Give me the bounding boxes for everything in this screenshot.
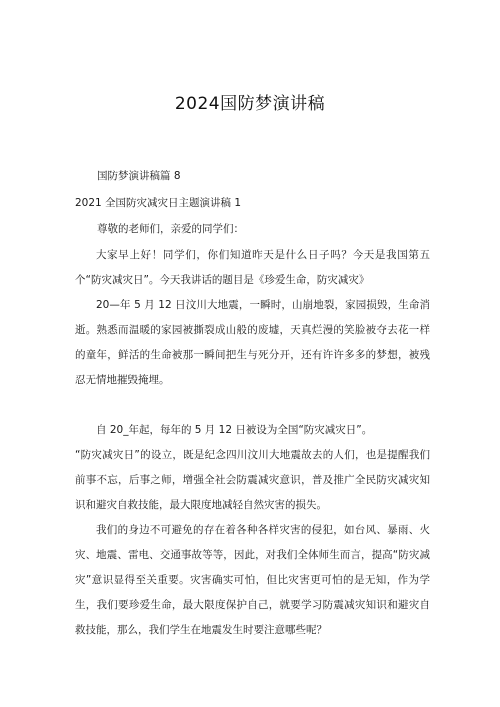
paragraph-purpose: “防灾减灾日”的设立，既是纪念四川汶川大地震故去的人们，也是提醒我们前事不忘，后事之师，增强全社会防震减灾意识，普及推广全民防灾减灾知识和避灾自救技能，最大限度地减轻自然灾害的损失。 [75, 449, 430, 511]
section-heading: 国防梦演讲稿篇 8 [97, 170, 181, 182]
paragraph-day-established: 自 20_年起，每年的 5 月 12 日被设为全国“防灾减灾日”。 [96, 424, 373, 436]
speech-heading: 2021 全国防灾减灾日主题演讲稿 1 [75, 197, 242, 209]
paragraph-awareness: 我们的身边不可避免的存在着各种各样灾害的侵犯，如台风、暴雨、火灾、地震、雷电、交通事故等等，因此，对我们全体师生而言，提高“防灾减灾”意识显得至关重要。灾害确实可怕，但比灾害更可怕的是无知，作为学生，我们要珍爱生命，最大限度保护自己，就要学习防震减灾知识和避灾自救技能，那么，我们学生在地震发生时要注意哪些呢？ [75, 524, 430, 636]
paragraph-earthquake: 20—年 5 月 12 日汶川大地震，一瞬时，山崩地裂，家园损毁，生命消逝。熟悉而温暖的家园被撕裂成山般的废墟，天真烂漫的笑脸被夺去花一样的童年，鲜活的生命被那一瞬间把生与死分开，还有许许多多的梦想，被残忍无情地摧毁掩埋。 [75, 299, 430, 386]
salutation: 尊敬的老师们，亲爱的同学们： [97, 223, 244, 235]
paragraph-greeting: 大家早上好！同学们，你们知道昨天是什么日子吗？今天是我国第五个“防灾减灾日”。今天我讲话的题目是《珍爱生命，防灾减灾》 [75, 249, 430, 286]
document-title: 2024国防梦演讲稿 [174, 94, 326, 114]
